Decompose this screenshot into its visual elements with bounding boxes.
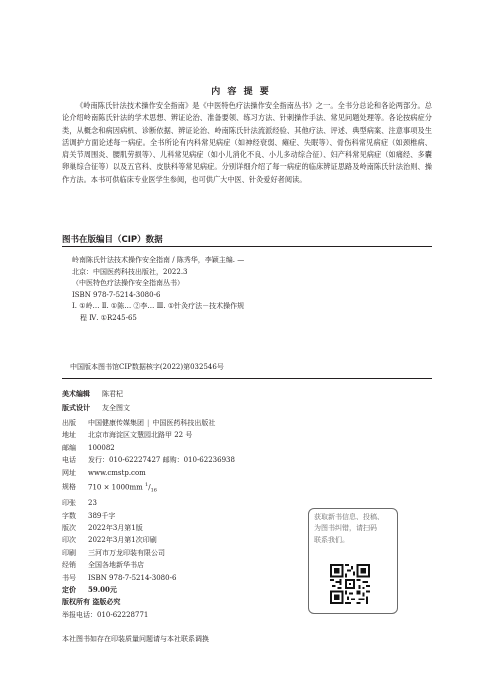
website: www.cmstp.com xyxy=(88,468,146,477)
publisher-group: 中国健康传媒集团 xyxy=(88,419,144,427)
imprint-label: 邮编 xyxy=(62,443,76,452)
cip-record-number: 中国版本图书馆CIP数据核字(2022)第032546号 xyxy=(70,363,224,371)
imprint-block: 出版 中国健康传媒集团 | 中国医药科技出版社 地址 北京市海淀区文慧园北路甲 22 号 邮编 100082 电话 发行：010-62227427 邮购：010-62236938 网址 www.cmstp.com 规格 710 × 1000mm $^1/_{16}$ 印张 23 字数 389千字 版次 2022年3月第1版 印次 2022年3月第1次印刷 印刷 三河市万龙印装有限公司 经销 全国各地新华书店 书号 ISBN 978-7-5214-3080-6 定价 59.00元 版权所有 盗版必究 举报电话：010-62228771 xyxy=(62,417,235,621)
imprint-label: 印张 xyxy=(62,499,76,508)
cip-data xyxy=(72,255,244,325)
staff-value: 陈君杞 xyxy=(102,390,123,398)
format: 710 × 1000mm xyxy=(88,483,143,492)
cip-line: 程 Ⅳ. ①R245-65 xyxy=(80,313,137,322)
quality-notice: 本社图书如存在印装质量问题请与本社联系调换 xyxy=(62,635,209,643)
qr-caption xyxy=(314,512,392,546)
qr-code-icon[interactable] xyxy=(330,564,370,604)
imprint-label: 印次 xyxy=(62,536,76,545)
qr-caption-line: 为图书纠错，请扫码 xyxy=(314,524,377,533)
staff-credits xyxy=(62,387,130,415)
summary-title: 内 容 提 要 xyxy=(211,87,271,97)
distributor: 全国各地新华书店 xyxy=(88,561,144,570)
separator: | xyxy=(147,419,150,427)
cip-line: Ⅰ. ①岭… Ⅱ. ①陈… ②李… Ⅲ. ①针灸疗法－技术操作规 xyxy=(72,302,245,311)
staff-label: 美术编辑 xyxy=(62,389,90,398)
word-count: 389千字 xyxy=(88,511,116,520)
imprint-label: 电话 xyxy=(62,456,76,465)
imprint-label: 地址 xyxy=(62,431,76,440)
qr-caption-line: 获取新书信息、投稿、 xyxy=(314,513,384,521)
staff-label: 版式设计 xyxy=(62,403,90,412)
printer: 三河市万龙印装有限公司 xyxy=(88,548,165,557)
phone: 发行：010-62227427 邮购：010-62236938 xyxy=(88,456,235,465)
imprint-label: 规格 xyxy=(62,483,76,492)
imprint-label: 网址 xyxy=(62,468,76,477)
imprint-label: 经销 xyxy=(62,561,76,570)
imprint-label: 书号 xyxy=(62,573,76,582)
imprint-label: 定价 xyxy=(62,585,76,594)
report-hotline: 举报电话：010-62228771 xyxy=(62,610,149,619)
price: 59.00元 xyxy=(88,585,117,594)
imprint-label: 印刷 xyxy=(62,548,76,557)
format-denominator: 16 xyxy=(150,487,157,494)
postcode: 100082 xyxy=(88,443,115,452)
staff-value: 友全图文 xyxy=(102,404,130,412)
printing: 2022年3月第1次印刷 xyxy=(88,536,157,545)
format-numerator: 1 xyxy=(145,482,149,489)
isbn: ISBN 978-7-5214-3080-6 xyxy=(88,573,177,582)
summary-paragraph: 《岭南陈氏针法技术操作安全指南》是《中医特色疗法操作安全指南丛书》之一。全书分总论和各论两部分。总论介绍岭南陈氏针法的学术思想、辨证论治、准备要领、练习方法、针刺操作手法、常见问题处理等。各论按病症分类，从概念和病因病机、诊断依据、辨证论治、岭南陈氏针法流派经验、其他疗法、评述、典型病案、注意事项及生活调护方面论述每一病症。全书所论有内科常见病症（如神经衰弱、瘫症、失眠等）、骨伤科常见病症（如颈椎病、肩关节周围炎、腰肌劳损等）、儿科常见病症（如小儿消化不良、小儿多动综合征）、妇产科常见病症（如痛经、多囊卵巢综合征等）以及五官科、皮肤科等常见病症。分别详细介绍了每一病症的临床辨证思路及岭南陈氏针法治则、操作方法。本书可供临床专业医学生参阅，也可供广大中医、针灸爱好者阅读。 xyxy=(62,101,432,184)
cip-line: 岭南陈氏针法技术操作安全指南 / 陈秀华，李颖主编. — xyxy=(72,256,245,264)
cip-heading: 图书在版编目（CIP）数据 xyxy=(62,235,163,245)
imprint-label: 出版 xyxy=(62,419,76,427)
qr-caption-line: 联系我们。 xyxy=(314,535,349,544)
imprint-label: 版次 xyxy=(62,523,76,532)
summary-text xyxy=(62,100,432,186)
sheets: 23 xyxy=(88,499,97,508)
cip-line: ISBN 978-7-5214-3080-6 xyxy=(72,290,161,299)
cip-line: （中医特色疗法操作安全指南丛书） xyxy=(72,279,184,288)
publisher-name: 中国医药科技出版社 xyxy=(152,419,216,427)
cip-line: 北京：中国医药科技出版社，2022.3 xyxy=(72,267,188,276)
edition: 2022年3月第1版 xyxy=(88,523,143,532)
imprint-label: 字数 xyxy=(62,511,76,520)
cip-divider-bottom xyxy=(62,378,432,379)
cip-divider-top xyxy=(62,246,432,247)
address: 北京市海淀区文慧园北路甲 22 号 xyxy=(88,431,193,440)
copyright-notice: 版权所有 盗版必究 xyxy=(62,597,121,607)
